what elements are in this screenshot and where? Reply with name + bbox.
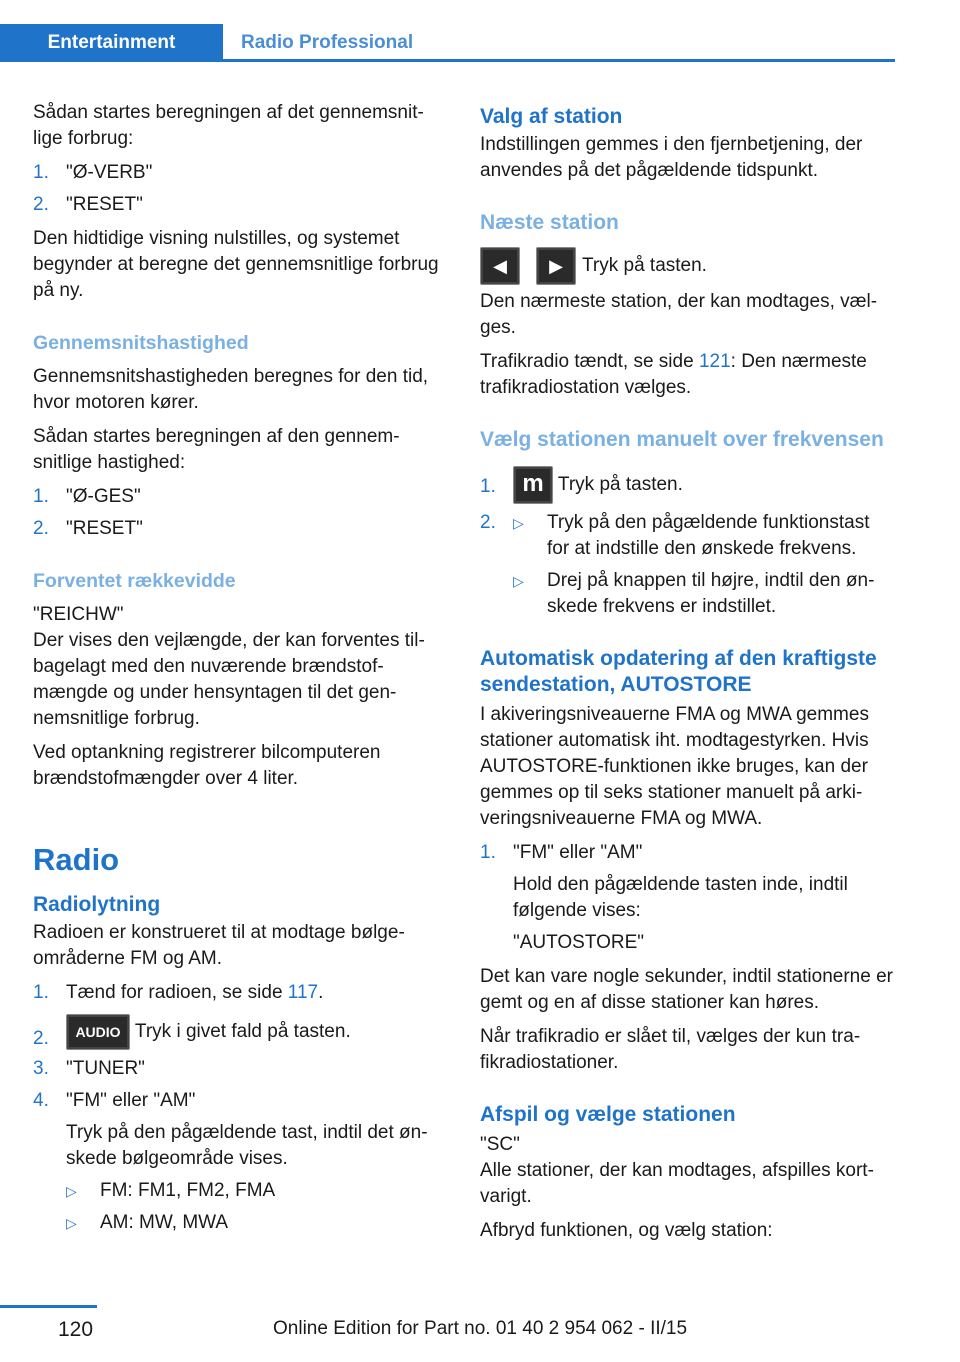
step-list (33, 484, 447, 542)
step-text: Tryk i givet fald på tasten. (130, 1021, 351, 1043)
step-number: 3. (33, 1058, 49, 1079)
page-link[interactable]: 121 (698, 351, 731, 372)
list-item (66, 1178, 447, 1204)
step-text: "Ø-VERB" (66, 162, 153, 183)
bullet-text: AM: MW, MWA (100, 1212, 229, 1233)
paragraph: "SC" (480, 1134, 520, 1155)
chapter-heading: Radio (33, 842, 120, 877)
section-heading: Automatisk opdatering af den kraftigste sendestation, AUTOSTORE (480, 647, 877, 696)
section-heading: Gennemsnitshastighed (33, 332, 249, 354)
paragraph (480, 349, 896, 401)
step-text: "RESET" (66, 518, 143, 539)
paragraph: Den hidtidige visning nulstilles, og systemet begynder at beregne det gennemsnitlige forbrug på ny. (33, 228, 439, 301)
section-heading: Vælg stationen manuelt over frekvensen (480, 428, 884, 451)
paragraph: Gennemsnitshastigheden beregnes for den tid, hvor motoren kører. (33, 366, 429, 413)
paragraph: Afbryd funktionen, og vælg station: (480, 1220, 773, 1241)
list-item (33, 192, 447, 218)
bullet-list (66, 1178, 447, 1236)
footer-rule (0, 1305, 97, 1308)
step-subtext: Hold den pågældende tasten inde, indtil følgende vises: (513, 874, 848, 921)
step-subtext: "AUTOSTORE" (513, 932, 645, 953)
step-number: 2. (480, 512, 496, 533)
page-number: 120 (58, 1318, 94, 1341)
edition-note: Online Edition for Part no. 01 40 2 954 062 - II/15 (273, 1318, 688, 1339)
paragraph: Indstillingen gemmes i den fjernbetjening, der anvendes på det pågældende tidspunkt. (480, 134, 863, 181)
list-item (513, 510, 896, 562)
step-text: "Ø-GES" (66, 486, 141, 507)
section-heading: Radiolytning (33, 893, 161, 916)
list-item (33, 980, 447, 1006)
paragraph: Der vises den vejlængde, der kan forventes tilbagelagt med den nuværende brændstofmængde og under hensyntagen til det gennemsnitlige forbrug. (33, 630, 425, 729)
step-number: 2. (33, 1028, 49, 1049)
triangle-bullet-icon: ▷ (66, 1183, 77, 1199)
paragraph: Det kan vare nogle sekunder, indtil stationerne er gemt og en af disse stationer kan høres. (480, 966, 893, 1013)
list-item (33, 484, 447, 510)
paragraph: Ved optankning registrerer bilcomputeren brændstofmængder over 4 liter. (33, 742, 381, 789)
step-text: "FM" eller "AM" (66, 1090, 196, 1111)
list-item (33, 516, 447, 542)
step-text: "RESET" (66, 194, 143, 215)
button-row (480, 247, 896, 285)
bullet-text: FM: FM1, FM2, FMA (100, 1180, 276, 1201)
paragraph: I akiveringsniveauerne FMA og MWA gemmes stationer automatisk iht. modtagestyrken. Hvis AUTOSTORE-funktionen ikke bruges, kan der gemmes op til seks stationer manuelt på arkiveringsniveauerne FMA og MWA. (480, 704, 869, 829)
paragraph: Sådan startes beregningen af det gennemsnitlige forbrug: (33, 102, 424, 149)
paragraph: Radioen er konstrueret til at modtage bølgeområderne FM og AM. (33, 922, 405, 969)
header-bar (0, 0, 895, 62)
page-link[interactable]: 117 (287, 982, 319, 1003)
paragraph: Når trafikradio er slået til, vælges der kun trafikradiostationer. (480, 1026, 861, 1073)
triangle-bullet-icon: ▷ (66, 1215, 77, 1231)
text: Trafikradio tændt, se side (480, 351, 699, 372)
paragraph: "REICHW" (33, 604, 124, 625)
step-subtext: Tryk på den pågældende tast, indtil det ønskede bølgeområde vises. (66, 1122, 428, 1169)
audio-button-icon: AUDIO (66, 1014, 130, 1050)
list-item (66, 1210, 447, 1236)
list-item (480, 510, 896, 620)
triangle-bullet-icon: ▷ (513, 573, 524, 589)
paragraph: Den nærmeste station, der kan modtages, vælges. (480, 291, 878, 338)
bullet-text: Drej på knappen til højre, indtil den ønskede frekvens er indstillet. (547, 570, 875, 617)
step-text: "FM" eller "AM" (513, 842, 643, 863)
step-text: Tænd for radioen, se side (66, 982, 288, 1003)
list-item (480, 840, 896, 956)
menu-button-icon: m (513, 466, 553, 504)
step-text: Tryk på tasten. (553, 474, 683, 496)
left-column (33, 100, 447, 1244)
step-number: 1. (33, 982, 49, 1003)
list-item (513, 568, 896, 620)
paragraph: Alle stationer, der kan modtages, afspilles kortvarigt. (480, 1160, 874, 1207)
step-list (480, 466, 896, 620)
step-text: "TUNER" (66, 1058, 145, 1079)
step-list (33, 980, 447, 1236)
text: : Den nærmeste trafikradiostation vælges. (480, 351, 867, 398)
paragraph: Sådan startes beregningen af den gennemsnitlige hastighed: (33, 426, 400, 473)
step-number: 2. (33, 518, 49, 539)
section-heading: Valg af station (480, 105, 623, 128)
triangle-bullet-icon: ▷ (513, 515, 524, 531)
section-heading: Afspil og vælge stationen (480, 1103, 736, 1126)
bullet-list (513, 510, 896, 620)
step-number: 2. (33, 194, 49, 215)
previous-station-icon: ◀ (480, 247, 520, 285)
step-list (480, 840, 896, 956)
list-item (33, 1012, 447, 1050)
step-number: 1. (480, 842, 496, 863)
list-item (33, 160, 447, 186)
tab-entertainment[interactable]: Entertainment (0, 24, 223, 62)
bullet-text: Tryk på den pågældende funktionstast for at indstille den ønskede frekvens. (547, 512, 870, 559)
tab-radio-professional[interactable]: Radio Professional (241, 32, 414, 53)
next-station-icon: ▶ (536, 247, 576, 285)
step-number: 1. (480, 476, 496, 497)
step-number: 1. (33, 162, 49, 183)
step-list (33, 160, 447, 218)
list-item (33, 1088, 447, 1236)
step-number: 1. (33, 486, 49, 507)
right-column (480, 100, 896, 1252)
section-heading: Næste station (480, 211, 619, 234)
step-number: 4. (33, 1090, 49, 1111)
list-item (480, 466, 896, 504)
section-heading: Forventet rækkevidde (33, 570, 236, 592)
paragraph: Tryk på tasten. (582, 255, 707, 276)
step-text: . (318, 982, 324, 1003)
list-item (33, 1056, 447, 1082)
